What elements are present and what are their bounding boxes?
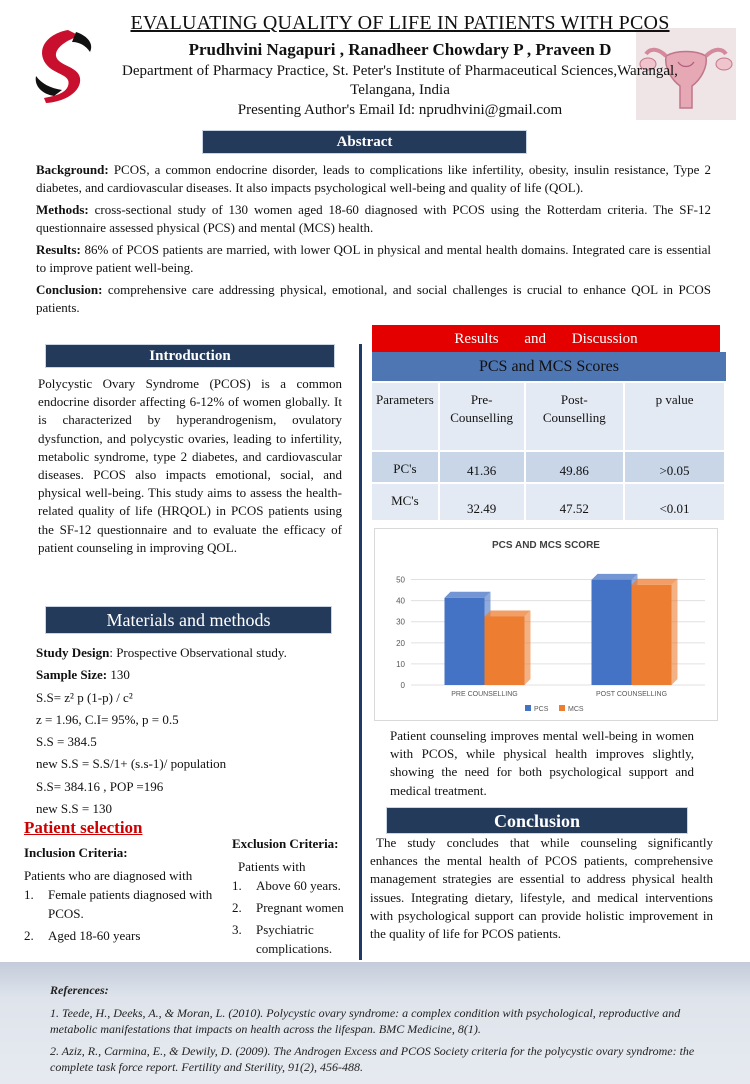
author-email: Presenting Author's Email Id: nprudhvini@gmail.com bbox=[237, 102, 563, 118]
background-text: PCOS, a common endocrine disorder, leads to complications like infertility, obesity, insulin resistance, Type 2 diabetes, and cardiovascular diseases. It also impacts psychological well-being and quality of life (QOL). bbox=[36, 162, 712, 195]
bar-side bbox=[525, 610, 531, 685]
exclusion-title: Exclusion Criteria: bbox=[232, 836, 339, 851]
table-row bbox=[372, 483, 725, 521]
table-cell: MC's bbox=[372, 483, 439, 521]
legend-label: MCS bbox=[568, 706, 584, 713]
formula-line: z = 1.96, C.I= 95%, p = 0.5 bbox=[36, 711, 179, 727]
references bbox=[0, 962, 750, 1084]
reference-item: 2. Aziz, R., Carmina, E., & Dewily, D. (2009). The Androgen Excess and PCOS Society criteria for the polycystic ovary syndrome: the complete task force report. Fertility and Sterility, 91(2), 456-488. bbox=[50, 1043, 695, 1074]
table-cell: 49.86 bbox=[525, 451, 625, 483]
sample-size-label: Sample Size: bbox=[36, 667, 108, 683]
y-tick-label: 50 bbox=[396, 575, 405, 585]
results-caption: Patient counseling improves mental well-being in women with PCOS, while physical health improves slightly, showing the need for both psychological support and medical treatment. bbox=[390, 728, 694, 798]
exclusion-intro: Patients with bbox=[238, 859, 306, 874]
introduction-text: Polycystic Ovary Syndrome (PCOS) is a common endocrine disorder affecting 6-12% of women globally. It is characterized by hyperandrogenism, ovulatory dysfunction, and polycystic ovaries, leading to infertility, metabolic syndrome, type 2 diabetes, and cardiovascular diseases. PCOS also impacts emotional, social, and physical well-being. This study aims to assess the health-related quality of life (HRQOL) in PCOS patients using the SF-12 questionnaire and to evaluate the efficacy of patient counseling in improving QOL. bbox=[38, 376, 342, 555]
institute-logo bbox=[28, 26, 104, 106]
abstract-methods bbox=[36, 201, 711, 237]
inclusion-intro: Patients who are diagnosed with bbox=[24, 868, 193, 883]
bar-mcs bbox=[632, 585, 672, 685]
bar-top bbox=[632, 579, 678, 585]
abstract-background bbox=[36, 161, 711, 197]
list-text: Female patients diagnosed with PCOS. bbox=[48, 887, 213, 921]
scores-table bbox=[372, 383, 726, 522]
table-title: PCS and MCS Scores bbox=[372, 352, 726, 382]
table-cell: 41.36 bbox=[439, 451, 525, 483]
reference-item: 1. Teede, H., Deeks, A., & Moran, L. (2010). Polycystic ovary syndrome: a complex condition with psychological, reproductive and metabolic manifestations that impacts on health across the lifespan. BMC Medicine, 8(1). bbox=[50, 1005, 681, 1036]
list-number: 2. bbox=[24, 928, 34, 943]
methods-heading: Materials and methods bbox=[45, 606, 332, 634]
exclusion-criteria bbox=[232, 834, 360, 961]
y-tick-label: 20 bbox=[396, 638, 405, 648]
table-cell: 47.52 bbox=[525, 483, 625, 521]
bar-top bbox=[445, 592, 491, 598]
conclusion-text: The study concludes that while counseling significantly enhances the mental health of PCOS patients, comprehensive management strategies are essential to address physical health issues. Integrating dietary, lifestyle, and medical interventions with psychological support can provide holistic improvement in the quality of life for PCOS patients. bbox=[370, 835, 713, 942]
table-header-cell: p value bbox=[624, 383, 725, 451]
sample-size-value: 130 bbox=[107, 667, 130, 683]
chart-bars bbox=[445, 574, 678, 685]
affiliation: Department of Pharmacy Practice, St. Peter's Institute of Pharmaceutical Sciences,Warangal, Telangana, India bbox=[122, 63, 678, 98]
inclusion-criteria bbox=[24, 843, 224, 948]
list-number: 3. bbox=[232, 922, 242, 937]
inclusion-title: Inclusion Criteria: bbox=[24, 845, 128, 860]
y-tick-label: 30 bbox=[396, 617, 405, 627]
bar-side bbox=[672, 579, 678, 685]
conclusion-text: comprehensive care addressing physical, emotional, and social challenges is crucial to enhance QOL in PCOS patients. bbox=[36, 282, 711, 315]
pcs-mcs-chart bbox=[374, 528, 718, 721]
results-text: 86% of PCOS patients are married, with lower QOL in physical and mental health domains. Integrated care is essential to improve patient well-being. bbox=[36, 242, 711, 275]
legend-swatch bbox=[525, 705, 531, 711]
chart-title: PCS AND MCS SCORE bbox=[492, 540, 600, 551]
x-tick-label: PRE COUNSELLING bbox=[451, 691, 518, 698]
conclusion-heading: Conclusion bbox=[386, 807, 688, 834]
list-item bbox=[232, 876, 360, 895]
chart-svg bbox=[375, 529, 717, 720]
x-tick-label: POST COUNSELLING bbox=[595, 691, 668, 698]
chart-legend bbox=[525, 705, 584, 713]
formula-line: new S.S = S.S/1+ (s.s-1)/ population bbox=[36, 756, 227, 772]
poster-title: EVALUATING QUALITY OF LIFE IN PATIENTS WITH PCOS bbox=[130, 12, 670, 34]
results-label: Results: bbox=[36, 242, 81, 257]
table-header-cell: Post-Counselling bbox=[525, 383, 625, 451]
list-item bbox=[232, 898, 360, 917]
list-item bbox=[24, 926, 224, 945]
sample-size bbox=[36, 664, 356, 686]
list-number: 1. bbox=[24, 887, 34, 902]
study-design-value: : Prospective Observational study. bbox=[109, 645, 287, 660]
table-cell: <0.01 bbox=[624, 483, 725, 521]
methods-body bbox=[36, 642, 356, 820]
patient-selection-heading: Patient selection bbox=[24, 818, 143, 837]
abstract-conclusion bbox=[36, 281, 711, 317]
list-item bbox=[24, 885, 224, 923]
list-number: 1. bbox=[232, 878, 242, 893]
list-text: Aged 18-60 years bbox=[48, 928, 141, 943]
abstract-heading: Abstract bbox=[202, 130, 527, 154]
list-text: Pregnant women bbox=[256, 900, 344, 915]
results-discussion-heading: Results and Discussion bbox=[372, 325, 720, 353]
list-text: Above 60 years. bbox=[256, 878, 341, 893]
legend-swatch bbox=[559, 705, 565, 711]
abstract-results bbox=[36, 241, 711, 277]
formula-line: S.S = 384.5 bbox=[36, 734, 97, 750]
y-tick-label: 10 bbox=[396, 659, 405, 669]
background-label: Background: bbox=[36, 162, 109, 177]
table-row bbox=[372, 451, 725, 483]
bar-top bbox=[592, 574, 638, 580]
legend-label: PCS bbox=[534, 706, 549, 713]
methods-label: Methods: bbox=[36, 202, 89, 217]
y-tick-label: 40 bbox=[396, 596, 405, 606]
bar-mcs bbox=[485, 616, 525, 685]
authors: Prudhvini Nagapuri , Ranadheer Chowdary P , Praveen D bbox=[188, 40, 612, 59]
table-header-cell: Pre-Counselling bbox=[439, 383, 525, 451]
table-cell: PC's bbox=[372, 451, 439, 483]
list-number: 2. bbox=[232, 900, 242, 915]
table-header-cell: Parameters bbox=[372, 383, 439, 451]
formula-line: S.S= 384.16 , POP =196 bbox=[36, 778, 164, 794]
conclusion-label: Conclusion: bbox=[36, 282, 103, 297]
study-design-label: Study Design bbox=[36, 645, 110, 660]
list-text: Psychiatric complications. bbox=[256, 922, 333, 956]
abstract-body bbox=[36, 161, 711, 321]
references-heading: References: bbox=[50, 983, 109, 997]
y-tick-label: 0 bbox=[400, 681, 405, 690]
formula-line: new S.S = 130 bbox=[36, 801, 112, 817]
bar-pcs bbox=[445, 598, 485, 685]
list-item bbox=[232, 920, 360, 958]
bar-top bbox=[485, 610, 531, 616]
table-header-row bbox=[372, 383, 725, 451]
table-cell: 32.49 bbox=[439, 483, 525, 521]
methods-text: cross-sectional study of 130 women aged 18-60 diagnosed with PCOS using the Rotterdam criteria. The SF-12 questionnaire assessed physical (PCS) and mental (MCS) health. bbox=[36, 202, 712, 235]
formula-line: S.S= z² p (1-p) / c² bbox=[36, 689, 133, 705]
introduction-heading: Introduction bbox=[45, 344, 335, 368]
table-cell: >0.05 bbox=[624, 451, 725, 483]
bar-pcs bbox=[592, 580, 632, 685]
study-design bbox=[36, 642, 356, 664]
